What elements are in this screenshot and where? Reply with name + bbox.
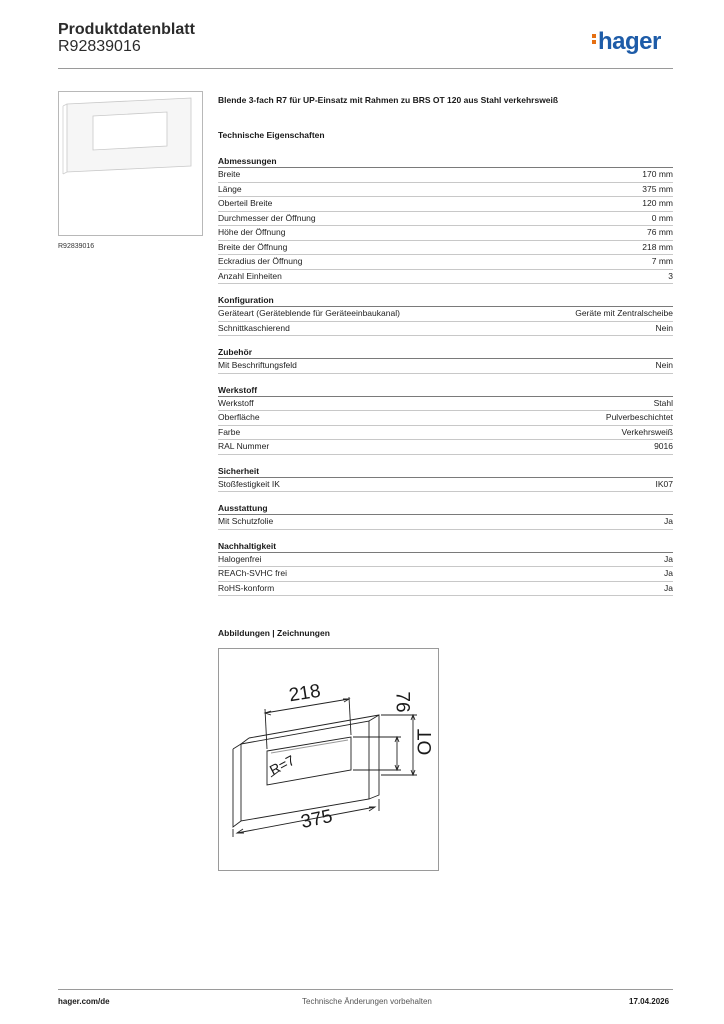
property-row [218,197,673,212]
page-title: Produktdatenblatt [58,21,195,38]
property-label: Höhe der Öffnung [218,227,286,237]
property-value: Ja [664,568,673,578]
property-value: Ja [664,516,673,526]
property-row [218,567,673,582]
product-number: R92839016 [58,38,141,55]
property-value: 375 mm [642,183,673,194]
property-row [218,582,673,597]
property-label: Geräteart (Geräteblende für Geräteeinbaukanal) [218,308,400,318]
hager-logo [592,30,661,54]
property-row [218,553,673,568]
footer-website: hager.com/de [58,997,110,1006]
technical-drawing [218,648,439,871]
section-2 [218,346,673,374]
property-row [218,515,673,530]
property-label: Länge [218,183,242,194]
section-title: Zubehör [218,346,673,359]
section-title: Abmessungen [218,155,673,168]
property-label: REACh-SVHC frei [218,568,287,578]
property-value: Pulverbeschichtet [605,412,673,422]
section-title: Nachhaltigkeit [218,540,673,553]
property-label: Durchmesser der Öffnung [218,212,316,223]
property-label: Breite der Öffnung [218,241,288,252]
property-sections [218,155,673,606]
section-4 [218,465,673,493]
dimension-length-label: 375 [299,805,335,834]
property-label: Werkstoff [218,397,254,408]
property-label: Mit Schutzfolie [218,516,274,526]
property-label: RoHS-konform [218,582,275,593]
property-value: 170 mm [642,169,673,179]
property-row [218,322,673,337]
property-value: Verkehrsweiß [621,426,673,437]
property-value: 0 mm [651,212,673,223]
property-label: Farbe [218,426,241,437]
section-5 [218,502,673,530]
dimension-ot-label: OT [415,728,437,756]
property-value: Nein [655,322,673,333]
property-label: Oberfläche [218,412,260,422]
dimension-width-label: 218 [287,680,323,707]
property-label: Halogenfrei [218,553,262,564]
property-value: 9016 [654,441,673,451]
property-row [218,255,673,270]
property-label: Oberteil Breite [218,198,273,208]
property-value: 3 [668,270,673,281]
section-title: Konfiguration [218,294,673,307]
property-value: Ja [664,582,673,593]
header-divider [58,68,673,69]
footer-disclaimer: Technische Änderungen vorbehalten [302,997,432,1006]
property-row [218,426,673,441]
property-label: Anzahl Einheiten [218,270,282,281]
section-0 [218,155,673,284]
property-row [218,397,673,412]
property-label: Stoßfestigkeit IK [218,478,280,489]
property-value: 218 mm [642,241,673,252]
property-row [218,478,673,493]
property-row [218,241,673,256]
property-row [218,411,673,426]
dimension-radius-label: R=7 [266,751,298,779]
property-row [218,307,673,322]
property-row [218,226,673,241]
section-title: Ausstattung [218,502,673,515]
property-row [218,212,673,227]
property-label: Schnittkaschierend [218,322,290,333]
property-row [218,440,673,455]
property-value: 76 mm [647,227,673,237]
section-title: Sicherheit [218,465,673,478]
section-6 [218,540,673,597]
property-row [218,359,673,374]
property-value: 120 mm [642,198,673,208]
section-3 [218,384,673,455]
property-row [218,168,673,183]
section-title: Werkstoff [218,384,673,397]
property-row [218,270,673,285]
section-1 [218,294,673,336]
property-value: Geräte mit Zentralscheibe [575,308,673,318]
property-value: Stahl [653,397,673,408]
property-value: Ja [664,553,673,564]
property-value: IK07 [655,478,673,489]
product-image [58,91,203,236]
drawings-heading: Abbildungen | Zeichnungen [218,628,330,638]
footer-divider [58,989,673,990]
property-label: RAL Nummer [218,441,270,451]
dimension-height-label: 76 [391,691,413,713]
logo-text: hager [598,28,661,55]
property-value: Nein [655,360,673,370]
property-label: Breite [218,169,241,179]
property-label: Mit Beschriftungsfeld [218,360,297,370]
property-label: Eckradius der Öffnung [218,256,303,266]
product-image-caption: R92839016 [58,243,95,250]
property-row [218,183,673,198]
footer-date: 17.04.2026 [629,997,670,1006]
property-value: 7 mm [651,256,673,266]
properties-heading: Technische Eigenschaften [218,130,325,140]
product-description: Blende 3-fach R7 für UP-Einsatz mit Rahmen zu BRS OT 120 aus Stahl verkehrsweiß [218,95,559,105]
